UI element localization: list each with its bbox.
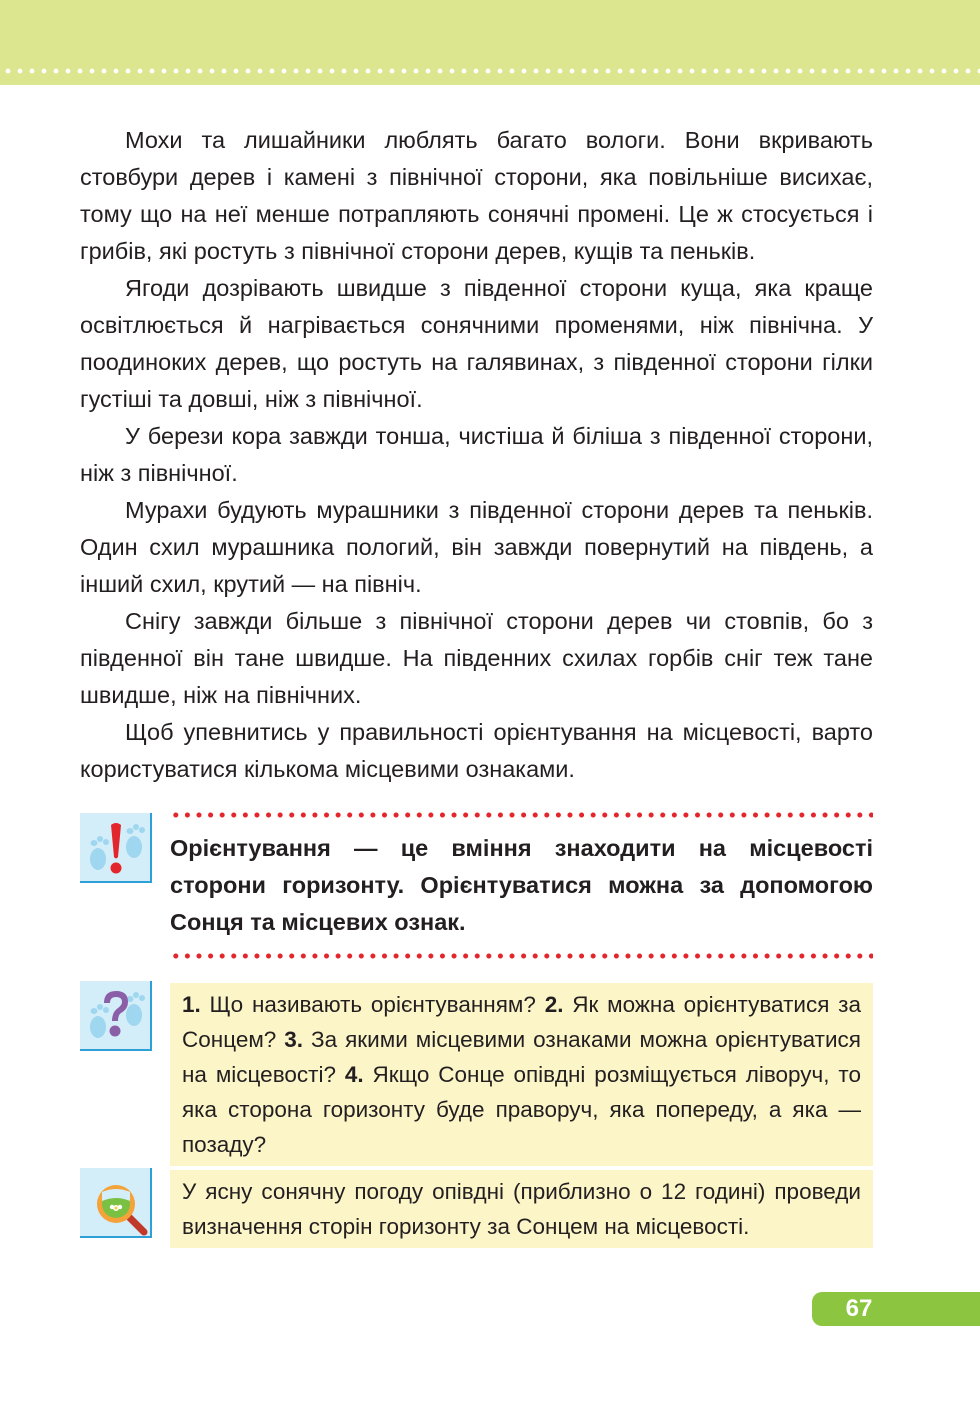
header-dotted-line xyxy=(0,68,980,74)
dotted-divider-bottom xyxy=(170,953,873,959)
magnifier-icon xyxy=(80,1168,152,1238)
questions-box xyxy=(170,983,873,1166)
definition-block xyxy=(170,812,873,959)
question-text: Як можна орієнтуватися за Сонцем? xyxy=(182,992,861,1052)
page-number-tab xyxy=(812,1292,980,1326)
question-text: Якщо Сонце опівдні розміщується ліворуч, то яка сторона горизонту буде праворуч, яка попереду, а яка — позаду? xyxy=(182,1062,861,1157)
definition-text: Орієнтування — це вміння знаходити на місцевості сторони горизонту. Орієнтуватися можна за допомогою Сонця та місцевих ознак. xyxy=(170,835,873,935)
question-number: 2. xyxy=(544,992,564,1017)
body-text xyxy=(80,122,873,788)
header-band xyxy=(0,0,980,85)
task-box xyxy=(170,1170,873,1248)
paragraph: Мохи та лишайники люблять багато вологи. Вони вкривають стовбури дерев і камені з північної сторони, яка повільніше висихає, тому що на неї менше потрапляють сонячні промені. Це ж стосується і грибів, які ростуть з північної сторони дерев, кущів та пеньків. xyxy=(80,127,873,264)
task-text: У ясну сонячну погоду опівдні (приблизно о 12 годині) проведи визначення сторін горизонту за Сонцем на місцевості. xyxy=(182,1179,861,1239)
exclamation-icon xyxy=(80,813,152,883)
question-text: За якими місцевими ознаками можна орієнтуватися на місцевості? xyxy=(182,1027,861,1087)
paragraph: У берези кора завжди тонша, чистіша й біліша з південної сторони, ніж з північної. xyxy=(80,423,873,486)
paragraph: Ягоди дозрівають швидше з південної сторони куща, яка краще освітлюється й нагрівається сонячними променями, ніж північна. У поодиноких дерев, що ростуть на галявинах, з південної сторони гілки густіші та довші, ніж з північної. xyxy=(80,275,873,412)
paragraph: Щоб упевнитись у правильності орієнтування на місцевості, варто користуватися кількома місцевими ознаками. xyxy=(80,719,873,782)
question-icon xyxy=(80,981,152,1051)
question-number: 4. xyxy=(344,1062,364,1087)
question-number: 3. xyxy=(284,1027,304,1052)
paragraph: Снігу завжди більше з північної сторони дерев чи стовпів, бо з південної він тане швидше. На південних схилах горбів сніг теж тане швидше, ніж на північних. xyxy=(80,608,873,708)
question-number: 1. xyxy=(182,992,201,1017)
page-number: 67 xyxy=(845,1295,873,1322)
paragraph: Мурахи будують мурашники з південної сторони дерев та пеньків. Один схил мурашника пологий, він завжди повернутий на південь, а інший схил, крутий — на північ. xyxy=(80,497,873,597)
question-text: Що називають орієнтуванням? xyxy=(200,992,545,1017)
dotted-divider-top xyxy=(170,812,873,818)
